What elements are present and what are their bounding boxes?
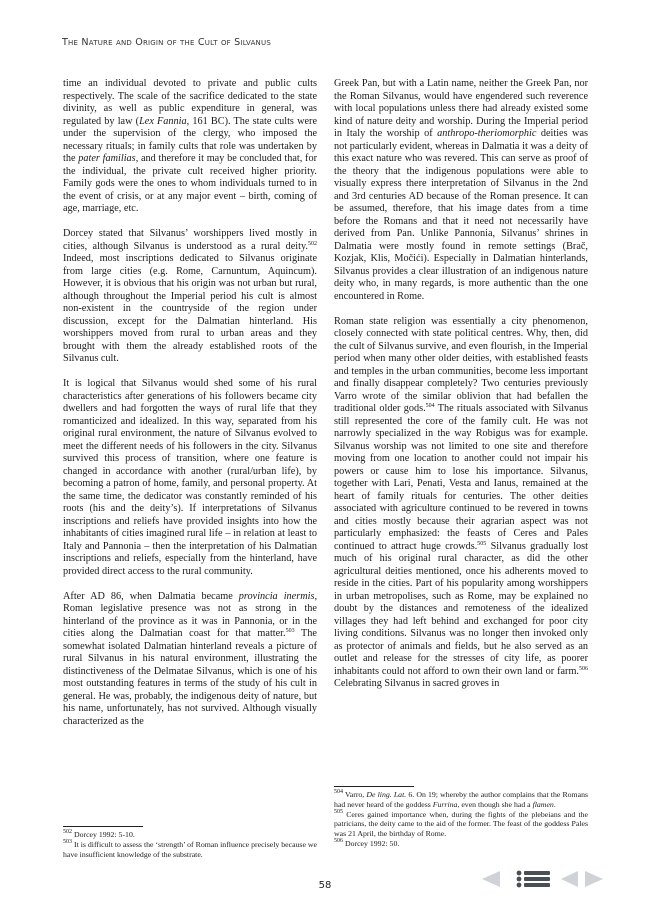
text-run: 6. On 19; whereby the author complains that the Romans had never heard of the goddess xyxy=(334,790,588,809)
footnote-ref: 505 xyxy=(477,540,487,547)
page-navigation xyxy=(478,868,606,890)
text-run: It is logical that Silvanus would shed some of his rural characteristics after generations of his followers became city dwellers and had forgotten the ways of rural life that they romanticized and idealized. In this way, separated from his original rural environment, the nature of Silvanus evolved to meet the different needs of his followers in the city. Silvanus survived this process of transition, where one feature is changed in accordance with another (rural/urban life), by becoming a patron of home, family, and personal property. At the same time, the dedicator was constantly reminded of his roots (his and the deity’s). If interpretations of Silvanus inscriptions and reliefs have provided insights into how the inhabitants of cities imagined rural life – in relation at least to Italy and Pannonia – then the interpretation of his Dalmatian inscriptions and reliefs, especially from the hinterland, have provided direct access to the rural community. xyxy=(63,378,317,577)
italic-text: provincia inermis xyxy=(238,590,315,602)
footnote xyxy=(334,839,588,849)
footnote xyxy=(334,790,588,810)
text-run: The rituals associated with Silvanus still represented the core of the family cult. He was not narrowly specialized in the way Robigus was for example. Silvanus worship was not limited to one site and therefore moving from one location to another could not impair his powers or cause him to lose his importance. Silvanus, together with Lari, Penati, Vesta and Ianus, remained at the heart of family rituals for centuries. The other deities associated with agriculture continued to be revered in towns and cities mostly because their agrarian aspect was not particularly emphasized: the feasts of Ceres and Pales continued to attract huge crowds. xyxy=(334,403,588,552)
page-number-text: 58 xyxy=(318,880,332,891)
paragraph xyxy=(63,378,317,578)
text-run: Ceres gained importance when, during the fights of the plebeians and the patricians, the deity came to the aid of the former. The feast of the goddess Pales was 21 April, the birthday of Rome. xyxy=(334,809,588,839)
footnote-ref: 502 xyxy=(308,240,317,247)
running-header xyxy=(62,37,271,48)
italic-text: Lex Fannia xyxy=(139,115,187,127)
italic-text: De ling. Lat. xyxy=(366,790,407,799)
text-run: Greek Pan, but with a Latin name, neither the Greek Pan, nor the Roman Silvanus, would have engendered such reverence with local populations unless there had already existed some kind of nature deity and worship. During the Imperial period in Italy the worship of xyxy=(334,78,588,139)
text-run: time an individual devoted to private and public cults respectively. The scale of the sacrifice dedicated to the state divinity, as well as public expenditure in general, was regulated by law ( xyxy=(63,78,317,127)
paragraph xyxy=(63,78,317,216)
paragraph xyxy=(63,228,317,366)
text-run: Varro, xyxy=(343,790,367,799)
text-run: Dorcey 1992: 50. xyxy=(343,838,400,848)
text-run: deities was not particularly evident, whereas in Dalmatia it was a deity of this exact nature who was revered. This can serve as proof of the theory that the indigenous populations were able to visually express there interpretation of Silvanus in the 2nd and 3rd centuries AD because of the Roman presence. It can be assumed, therefore, that his image dates from a time before the Romans and that it need not necessarily have derived from Pan. Unlike Pannonia, Silvanus’ shrines in Dalmatia were mostly found in remote settings (Brač, Kozjak, Klis, Močići). Especially in Dalmatian hinterlands, Silvanus provides a clear illustration of an indigenous nature deity who, in many regards, is more authentic than the one encountered in Rome. xyxy=(334,128,588,302)
footnote-ref: 504 xyxy=(425,403,435,409)
footnote-ref: 503 xyxy=(63,838,72,845)
paragraph xyxy=(334,316,588,691)
footnote xyxy=(63,840,317,860)
footnotes-left xyxy=(63,826,317,859)
footnote-rule xyxy=(63,826,143,827)
italic-text: flamen xyxy=(532,799,554,809)
text-run: Silvanus gradually lost much of his original rural character, as did the other agricultural deities mentioned, once his adherents moved to reside in the cities. Part of his popularity among worshippers in urban metropolises, such as Rome, may be explained no doubt by the distances and remoteness of the idealized villages they had left behind and exchanged for poor city living conditions. Silvanus was no longer then invoked only as protector of animals and fields, but he also served as an outlet and release for the stresses of city life, as poorer inhabitants could not afford to own their own land or farm. xyxy=(334,540,588,677)
footnote xyxy=(63,830,317,840)
footnote-ref: 503 xyxy=(285,628,295,634)
footnote-rule xyxy=(334,786,414,787)
footnote-ref: 505 xyxy=(334,808,343,815)
text-run: , and therefore it may be concluded that, for the individual, the private cult received higher priority. Family gods were the ones to whom individuals turned to in the event of crisis, or at any major event – birth, coming of age, marriage, etc. xyxy=(63,153,317,214)
table-of-contents-icon[interactable] xyxy=(516,869,552,889)
footnotes-right xyxy=(334,786,588,849)
italic-text: Furrina, xyxy=(432,799,460,809)
footnote-ref: 506 xyxy=(334,837,343,844)
text-run: , Roman legislative presence was not as strong in the hinterland of the province as it was in Pannonia, or in the cities along the Dalmatian coast for that matter. xyxy=(63,590,318,639)
text-run: After AD 86, when Dalmatia became xyxy=(63,590,239,602)
italic-text: anthropo-theriomorphic xyxy=(437,128,537,139)
back-icon[interactable] xyxy=(558,869,582,889)
text-run: even though she had a xyxy=(459,799,533,809)
previous-page-icon[interactable] xyxy=(478,869,504,889)
text-run: The somewhat isolated Dalmatian hinterland reveals a picture of rural Silvanus in his natural environment, illustrating the distinctiveness of the Delmatae Silvanus, which is one of his most outstanding features in terms of the study of his cult in general. He was, probably, the indigenous deity of nature, but his name, unfortunately, has not survived. Although visually characterized as the xyxy=(63,628,317,727)
running-title: The Nature and Origin of the Cult of Silvanus xyxy=(62,37,271,48)
paragraph xyxy=(334,78,588,303)
footnote-ref: 506 xyxy=(579,665,588,672)
italic-text: pater familias xyxy=(78,153,136,164)
paragraph xyxy=(63,591,317,729)
text-run: . xyxy=(553,799,556,809)
text-run: Celebrating Silvanus in sacred groves in xyxy=(334,678,500,689)
footnote-ref: 504 xyxy=(334,789,343,795)
next-page-icon[interactable] xyxy=(582,869,606,889)
left-column xyxy=(63,78,317,741)
text-run: Dorcey stated that Silvanus’ worshippers lived mostly in cities, although Silvanus is understood as a rural deity. xyxy=(63,228,317,252)
text-run: Dorcey 1992: 5-10. xyxy=(72,830,135,839)
text-run: , 161 BC). The state cults were under the supervision of the clergy, who imposed the necessary rituals; in family cults that role was undertaken by the xyxy=(63,115,317,164)
text-run: It is difficult to assess the ‘strength’ of Roman influence precisely because we have insufficient knowledge of the substrate. xyxy=(63,839,317,859)
text-run: Indeed, most inscriptions dedicated to Silvanus originate from large cities (e.g. Rome, Carnuntum, Aquincum). However, it is obvious that his origin was not urban but rural, although throughout the Imperial period his cult is almost non-existent in the countryside of the region under discussion, except for the Dalmatian hinterland. His worshippers moved from rural to urban areas and they brought with them the already established roots of the Silvanus cult. xyxy=(63,253,317,364)
text-run: Roman state religion was essentially a city phenomenon, closely connected with state political centres. Why, then, did the cult of Silvanus survive, and even flourish, in the Imperial period when many other older deities, with established feasts and temples in the urban communities, become less important and finally disappear completely? Two centuries previously Varro wrote of the similar oblivion that had befallen the traditional older gods. xyxy=(334,315,588,414)
right-column xyxy=(334,78,588,703)
footnote xyxy=(334,810,588,839)
footnote-ref: 502 xyxy=(63,829,72,835)
